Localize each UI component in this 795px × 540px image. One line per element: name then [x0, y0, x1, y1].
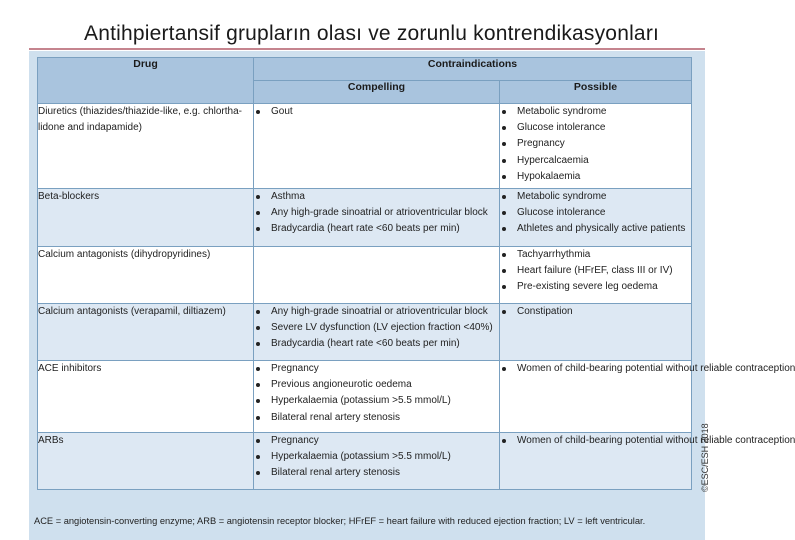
compelling-cell — [254, 104, 500, 189]
drug-cell: ACE inhibitors — [38, 361, 254, 433]
list-item-text: Hypercalcaemia — [517, 154, 589, 166]
list-item — [254, 320, 499, 336]
list-item — [254, 205, 499, 221]
list-item — [500, 169, 691, 185]
compelling-cell — [254, 189, 500, 247]
list-item-text: Heart failure (HFrEF, class III or IV) — [517, 265, 673, 277]
possible-list — [500, 189, 691, 238]
list-item — [254, 433, 499, 449]
list-item-text: Metabolic syndrome — [517, 191, 607, 202]
list-item-text: Tachyarrhythmia — [517, 249, 591, 260]
table-row — [38, 304, 692, 361]
table-row — [38, 189, 692, 247]
list-item — [254, 221, 499, 237]
bullet-icon — [256, 416, 260, 420]
compelling-cell — [254, 247, 500, 304]
list-item — [254, 304, 499, 320]
header-compelling: Compelling — [254, 81, 500, 104]
bullet-icon — [256, 383, 260, 387]
list-item-text: Previous angioneurotic oedema — [271, 379, 412, 391]
possible-list — [500, 247, 691, 296]
compelling-list — [254, 433, 499, 482]
list-item-text: Pregnancy — [271, 363, 319, 374]
copyright-notice: ©ESC/ESH 2018 — [700, 423, 710, 492]
bullet-icon — [502, 269, 506, 273]
possible-cell — [500, 361, 795, 433]
list-item-text: Hypokalaemia — [517, 170, 581, 182]
bullet-icon — [256, 399, 260, 403]
list-item-text: Women of child-bearing potential without reliable contraception — [517, 435, 795, 446]
possible-list — [500, 361, 795, 377]
list-item — [254, 465, 499, 481]
possible-cell — [500, 189, 692, 247]
bullet-icon — [256, 471, 260, 475]
list-item — [500, 279, 691, 295]
bullet-icon — [256, 439, 260, 443]
drug-cell: ARBs — [38, 433, 254, 490]
list-item — [500, 120, 691, 136]
list-item-text: Gout — [271, 106, 293, 117]
compelling-list — [254, 304, 499, 353]
bullet-icon — [502, 227, 506, 231]
compelling-cell — [254, 304, 500, 361]
list-item — [500, 189, 691, 205]
list-item-text: Pregnancy — [517, 138, 565, 150]
list-item-text: Pregnancy — [271, 435, 319, 446]
list-item-text: Metabolic syndrome — [517, 106, 607, 117]
table-row — [38, 361, 692, 433]
list-item — [500, 247, 691, 263]
list-item — [254, 104, 499, 120]
list-item — [254, 377, 499, 393]
header-possible: Possible — [500, 81, 692, 104]
possible-list — [500, 433, 795, 449]
compelling-list — [254, 361, 499, 426]
bullet-icon — [502, 211, 506, 215]
list-item-text: Athletes and physically active patients — [517, 223, 686, 235]
list-item — [500, 153, 691, 169]
header-contraindications: Contraindications — [254, 58, 692, 81]
bullet-icon — [256, 455, 260, 459]
list-item-text: Hyperkalaemia (potassium >5.5 mmol/L) — [271, 395, 451, 407]
list-item-text: Constipation — [517, 306, 573, 317]
list-item — [254, 393, 499, 409]
list-item — [254, 361, 499, 377]
compelling-cell — [254, 361, 500, 433]
list-item — [254, 189, 499, 205]
bullet-icon — [502, 253, 506, 257]
list-item — [254, 410, 499, 426]
compelling-list — [254, 104, 499, 120]
bullet-icon — [256, 227, 260, 231]
drug-cell: Beta-blockers — [38, 189, 254, 247]
list-item-text: Hyperkalaemia (potassium >5.5 mmol/L) — [271, 451, 451, 463]
compelling-cell — [254, 433, 500, 490]
header-drug: Drug — [38, 58, 254, 104]
list-item-text: Glucose intolerance — [517, 207, 606, 219]
list-item-text: Pre-existing severe leg oedema — [517, 281, 658, 293]
possible-list — [500, 304, 691, 320]
list-item-text: Any high-grade sinoatrial or atrioventricular block — [271, 207, 488, 219]
table-row — [38, 104, 692, 189]
bullet-icon — [256, 110, 260, 114]
list-item — [500, 361, 795, 377]
bullet-icon — [256, 342, 260, 346]
drug-cell: Diuretics (thiazides/thiazide-like, e.g. chlortha-lidone and indapamide) — [38, 104, 254, 189]
list-item-text: Bradycardia (heart rate <60 beats per min) — [271, 338, 460, 350]
bullet-icon — [502, 126, 506, 130]
list-item — [500, 221, 691, 237]
bullet-icon — [256, 367, 260, 371]
list-item-text: Severe LV dysfunction (LV ejection fraction <40%) — [271, 322, 493, 334]
drug-cell: Calcium antagonists (verapamil, diltiazem) — [38, 304, 254, 361]
list-item — [500, 263, 691, 279]
bullet-icon — [256, 326, 260, 330]
list-item-text: Women of child-bearing potential without reliable contraception — [517, 363, 795, 374]
bullet-icon — [256, 195, 260, 199]
table-row — [38, 247, 692, 304]
list-item-text: Asthma — [271, 191, 305, 202]
table-row — [38, 433, 692, 490]
list-item — [500, 104, 691, 120]
list-item — [500, 136, 691, 152]
possible-cell — [500, 104, 692, 189]
possible-list — [500, 104, 691, 185]
list-item-text: Any high-grade sinoatrial or atrioventricular block — [271, 306, 488, 317]
bullet-icon — [502, 367, 506, 371]
bullet-icon — [502, 142, 506, 146]
bullet-icon — [502, 159, 506, 163]
bullet-icon — [502, 195, 506, 199]
list-item — [500, 433, 795, 449]
list-item — [500, 304, 691, 320]
bullet-icon — [256, 310, 260, 314]
bullet-icon — [502, 175, 506, 179]
title-divider — [29, 48, 705, 50]
footnote: ACE = angiotensin-converting enzyme; ARB = angiotensin receptor blocker; HFrEF = heart failure with reduced ejection fraction; LV = left ventricular. — [34, 516, 646, 526]
list-item-text: Bilateral renal artery stenosis — [271, 467, 400, 479]
list-item — [254, 336, 499, 352]
list-item-text: Glucose intolerance — [517, 122, 606, 134]
list-item-text: Bilateral renal artery stenosis — [271, 411, 400, 423]
list-item — [254, 449, 499, 465]
possible-cell — [500, 247, 692, 304]
bullet-icon — [256, 211, 260, 215]
compelling-list — [254, 189, 499, 238]
slide-title: Antihpiertansif grupların olası ve zorunlu kontrendikasyonları — [84, 22, 660, 45]
drug-cell: Calcium antagonists (dihydropyridines) — [38, 247, 254, 304]
bullet-icon — [502, 439, 506, 443]
list-item — [500, 205, 691, 221]
bullet-icon — [502, 310, 506, 314]
possible-cell — [500, 304, 692, 361]
bullet-icon — [502, 110, 506, 114]
bullet-icon — [502, 285, 506, 289]
list-item-text: Bradycardia (heart rate <60 beats per min) — [271, 223, 460, 235]
